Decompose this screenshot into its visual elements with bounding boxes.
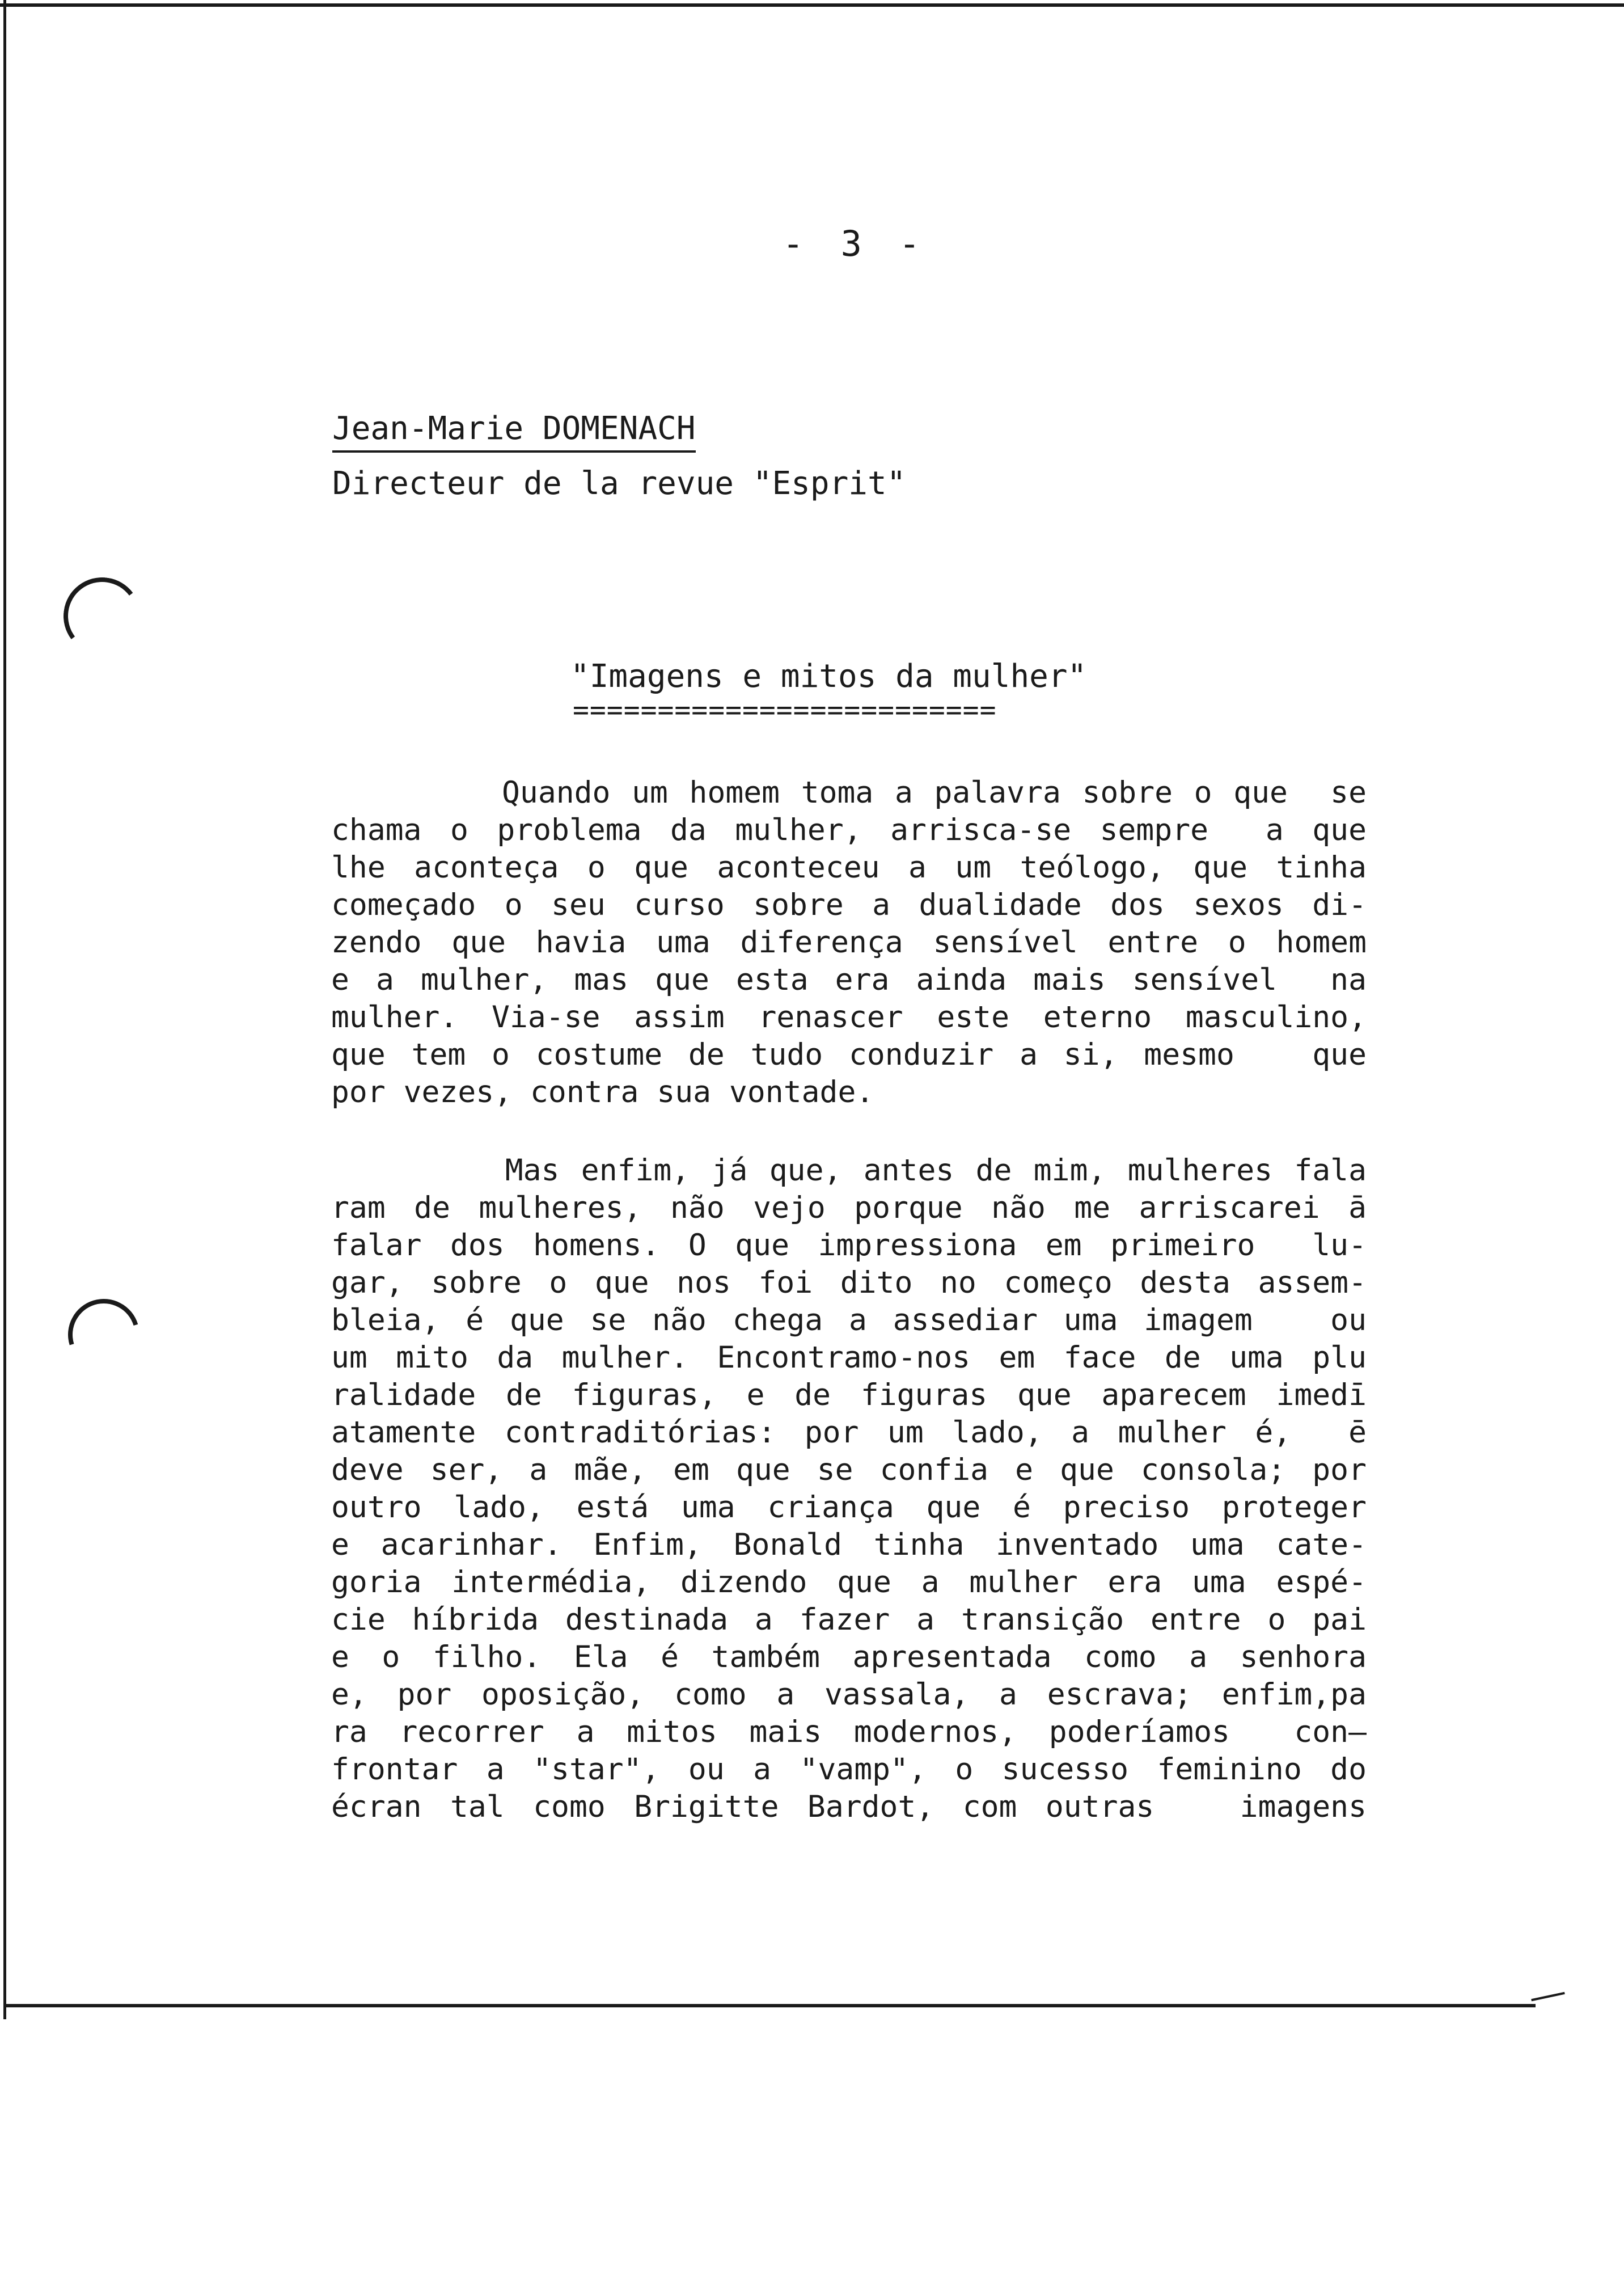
text-line: Quando um homem toma a palavra sobre o que se — [331, 775, 1367, 810]
scan-border-top — [0, 3, 1624, 7]
text-line: lhe aconteça o que aconteceu a um teólogo, que tinha — [331, 850, 1367, 885]
text-line: e o filho. Ela é também apresentada como a senhora — [331, 1640, 1367, 1674]
text-line: que tem o costume de tudo conduzir a si, mesmo que — [331, 1037, 1367, 1072]
text-line: zendo que havia uma diferença sensível entre o homem — [331, 925, 1367, 960]
punch-hole-mark-top — [58, 572, 146, 660]
text-line: por vezes, contra sua vontade. — [331, 1075, 874, 1109]
punch-hole-mark-bottom — [56, 1286, 152, 1383]
text-line: goria intermédia, dizendo que a mulher era uma espé- — [331, 1565, 1367, 1600]
text-line: frontar a "star", ou a "vamp", o sucesso feminino do — [331, 1752, 1367, 1787]
author-affiliation: Directeur de la revue "Esprit" — [332, 465, 906, 502]
text-line: outro lado, está uma criança que é preciso proteger — [331, 1490, 1367, 1525]
text-line: ram de mulheres, não vejo porque não me arriscarei ā — [331, 1191, 1367, 1225]
paragraph-2 — [331, 1152, 1367, 1826]
text-line: chama o problema da mulher, arrisca-se sempre a que — [331, 813, 1367, 847]
text-line: e acarinhar. Enfim, Bonald tinha inventado uma cate- — [331, 1528, 1367, 1562]
text-line: gar, sobre o que nos foi dito no começo desta assem- — [331, 1265, 1367, 1300]
text-line: ra recorrer a mitos mais modernos, poderíamos con— — [331, 1715, 1367, 1749]
text-line: e a mulher, mas que esta era ainda mais sensível na — [331, 963, 1367, 997]
text-line: écran tal como Brigitte Bardot, com outras imagens — [331, 1790, 1367, 1824]
scan-border-bottom — [5, 2004, 1536, 2007]
text-line: cie híbrida destinada a fazer a transição entre o pai — [331, 1602, 1367, 1637]
text-line: atamente contraditórias: por um lado, a mulher é, ē — [331, 1415, 1367, 1450]
text-line: Mas enfim, já que, antes de mim, mulheres fala — [331, 1153, 1367, 1188]
text-line: e, por oposição, como a vassala, a escrava; enfim,pa — [331, 1677, 1367, 1712]
title-underline: ========================= — [573, 694, 997, 726]
text-line: deve ser, a mãe, em que se confia e que consola; por — [331, 1453, 1367, 1487]
text-line: um mito da mulher. Encontramo-nos em face de uma plu — [331, 1340, 1367, 1375]
paragraph-1 — [331, 774, 1367, 1111]
text-line: mulher. Via-se assim renascer este eterno masculino, — [331, 1000, 1367, 1035]
text-line: bleia, é que se não chega a assediar uma imagem ou — [331, 1303, 1367, 1337]
article-title: "Imagens e mitos da mulher" — [570, 658, 1087, 695]
text-line: ralidade de figuras, e de figuras que aparecem imedī — [331, 1378, 1367, 1412]
scan-border-bottom-tail — [1531, 1992, 1565, 2001]
scan-border-left — [3, 0, 6, 2019]
text-line: falar dos homens. O que impressiona em primeiro lu- — [331, 1228, 1367, 1263]
author-name: Jean-Marie DOMENACH — [332, 410, 696, 453]
text-line: começado o seu curso sobre a dualidade dos sexos di- — [331, 888, 1367, 922]
page-number: - 3 - — [783, 223, 928, 264]
